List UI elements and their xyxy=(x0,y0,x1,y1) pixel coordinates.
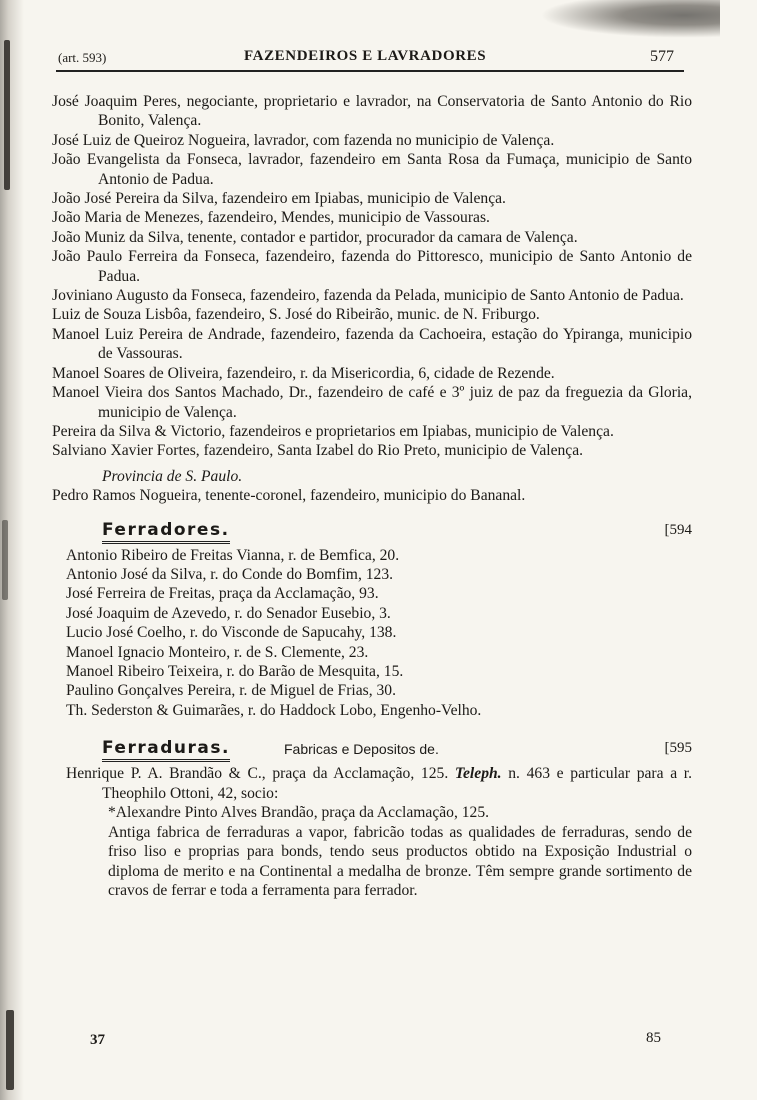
province-list xyxy=(52,486,692,505)
teleph-label: Teleph. xyxy=(454,765,502,783)
list-item: Pereira da Silva & Victorio, fazendeiros e proprietarios em Ipiabas, municipio de Valença. xyxy=(52,422,614,440)
ink-smudge xyxy=(540,0,720,38)
list-item: Luiz de Souza Lisbôa, fazendeiro, S. José do Ribeirão, munic. de N. Friburgo. xyxy=(52,306,540,324)
footer-number: 85 xyxy=(646,1030,661,1046)
ferradores-list xyxy=(66,546,692,721)
list-item: Manoel Soares de Oliveira, fazendeiro, r. da Misericordia, 6, cidade de Rezende. xyxy=(52,364,555,382)
entry-teleph: n. 463 e particular para a r. Theophilo Ottoni, 42, socio: xyxy=(102,765,693,802)
signature-mark: 37 xyxy=(90,1032,105,1048)
list-item: Paulino Gonçalves Pereira, r. de Miguel de Frias, 30. xyxy=(66,682,396,700)
list-item: Salviano Xavier Fortes, fazendeiro, Santa Izabel do Rio Preto, municipio de Valença. xyxy=(52,442,584,460)
list-item: José Luiz de Queiroz Nogueira, lavrador, com fazenda no municipio de Valença. xyxy=(52,131,555,149)
list-item: João Evangelista da Fonseca, lavrador, fazendeiro em Santa Rosa da Fumaça, municipio de Santo Antonio de Padua. xyxy=(52,151,692,188)
list-item: Manoel Vieira dos Santos Machado, Dr., fazendeiro de café e 3º juiz de paz da freguezia da Gloria, municipio de Valença. xyxy=(52,384,692,421)
section-ferradores xyxy=(52,520,692,546)
section-number: [594 xyxy=(664,521,692,538)
ink-blot xyxy=(6,1010,14,1090)
ferraduras-entry xyxy=(66,764,692,803)
article-ref: (art. 593) xyxy=(58,50,107,65)
list-item: José Joaquim de Azevedo, r. do Senador Eusebio, 3. xyxy=(66,604,391,622)
list-item: João Muniz da Silva, tenente, contador e partidor, procurador da camara de Valença. xyxy=(52,228,578,246)
section-title: Ferraduras. xyxy=(102,738,230,762)
list-item: Pedro Ramos Nogueira, tenente-coronel, fazendeiro, municipio do Bananal. xyxy=(52,487,526,505)
list-item: Joviniano Augusto da Fonseca, fazendeiro, fazenda da Pelada, municipio de Santo Antonio de Padua. xyxy=(52,287,684,305)
list-item: Manoel Ignacio Monteiro, r. de S. Clemente, 23. xyxy=(66,643,369,661)
page-body xyxy=(52,92,692,901)
list-item: Antonio José da Silva, r. do Conde do Bomfim, 123. xyxy=(66,565,394,583)
page-title: FAZENDEIROS E LAVRADORES xyxy=(244,48,487,64)
list-item: João Paulo Ferreira da Fonseca, fazendeiro, fazenda do Pittoresco, municipio de Santo Antonio de Padua. xyxy=(52,248,692,285)
section-number: [595 xyxy=(664,740,692,757)
section-title: Ferradores. xyxy=(102,520,230,544)
list-item: José Ferreira de Freitas, praça da Acclamação, 93. xyxy=(66,585,379,603)
list-item: João José Pereira da Silva, fazendeiro em Ipiabas, municipio de Valença. xyxy=(52,190,506,208)
list-item: Th. Sederston & Guimarães, r. do Haddock Lobo, Engenho-Velho. xyxy=(66,701,482,719)
page-number: 577 xyxy=(650,48,674,65)
ink-blot xyxy=(4,40,10,190)
ink-blot xyxy=(2,520,8,600)
province-label: Provincia de S. Paulo. xyxy=(102,467,243,485)
list-item: Antonio Ribeiro de Freitas Vianna, r. de Bemfica, 20. xyxy=(66,546,400,564)
list-item: João Maria de Menezes, fazendeiro, Mendes, municipio de Vassouras. xyxy=(52,209,490,227)
list-item: Manoel Luiz Pereira de Andrade, fazendeiro, fazenda da Cachoeira, estação do Ypiranga, municipio de Vassouras. xyxy=(52,325,692,363)
partner-entry: *Alexandre Pinto Alves Brandão, praça da Acclamação, 125. xyxy=(108,804,490,821)
section-ferraduras xyxy=(52,738,692,764)
list-item: José Joaquim Peres, negociante, proprietario e lavrador, na Conservatoria de Santo Antonio do Rio Bonito, Valença. xyxy=(52,93,692,130)
list-item: Lucio José Coelho, r. do Visconde de Sapucahy, 138. xyxy=(66,624,397,642)
section-subtitle: Fabricas e Depositos de. xyxy=(284,741,439,758)
entry-main: Henrique P. A. Brandão & C., praça da Acclamação, 125. xyxy=(66,765,449,783)
fazendeiros-list xyxy=(52,92,692,461)
page-header xyxy=(56,48,684,72)
list-item: Manoel Ribeiro Teixeira, r. do Barão de Mesquita, 15. xyxy=(66,662,404,680)
description-paragraph: Antiga fabrica de ferraduras a vapor, fabricão todas as qualidades de ferraduras, sendo de friso liso e proprias para bonds, tendo seus productos obtido na Exposição Industrial o diploma de merito e na Continental a medalha de bronze. Têm sempre grande sortimento de cravos de ferrar e toda a ferramenta para ferrador. xyxy=(108,823,692,900)
